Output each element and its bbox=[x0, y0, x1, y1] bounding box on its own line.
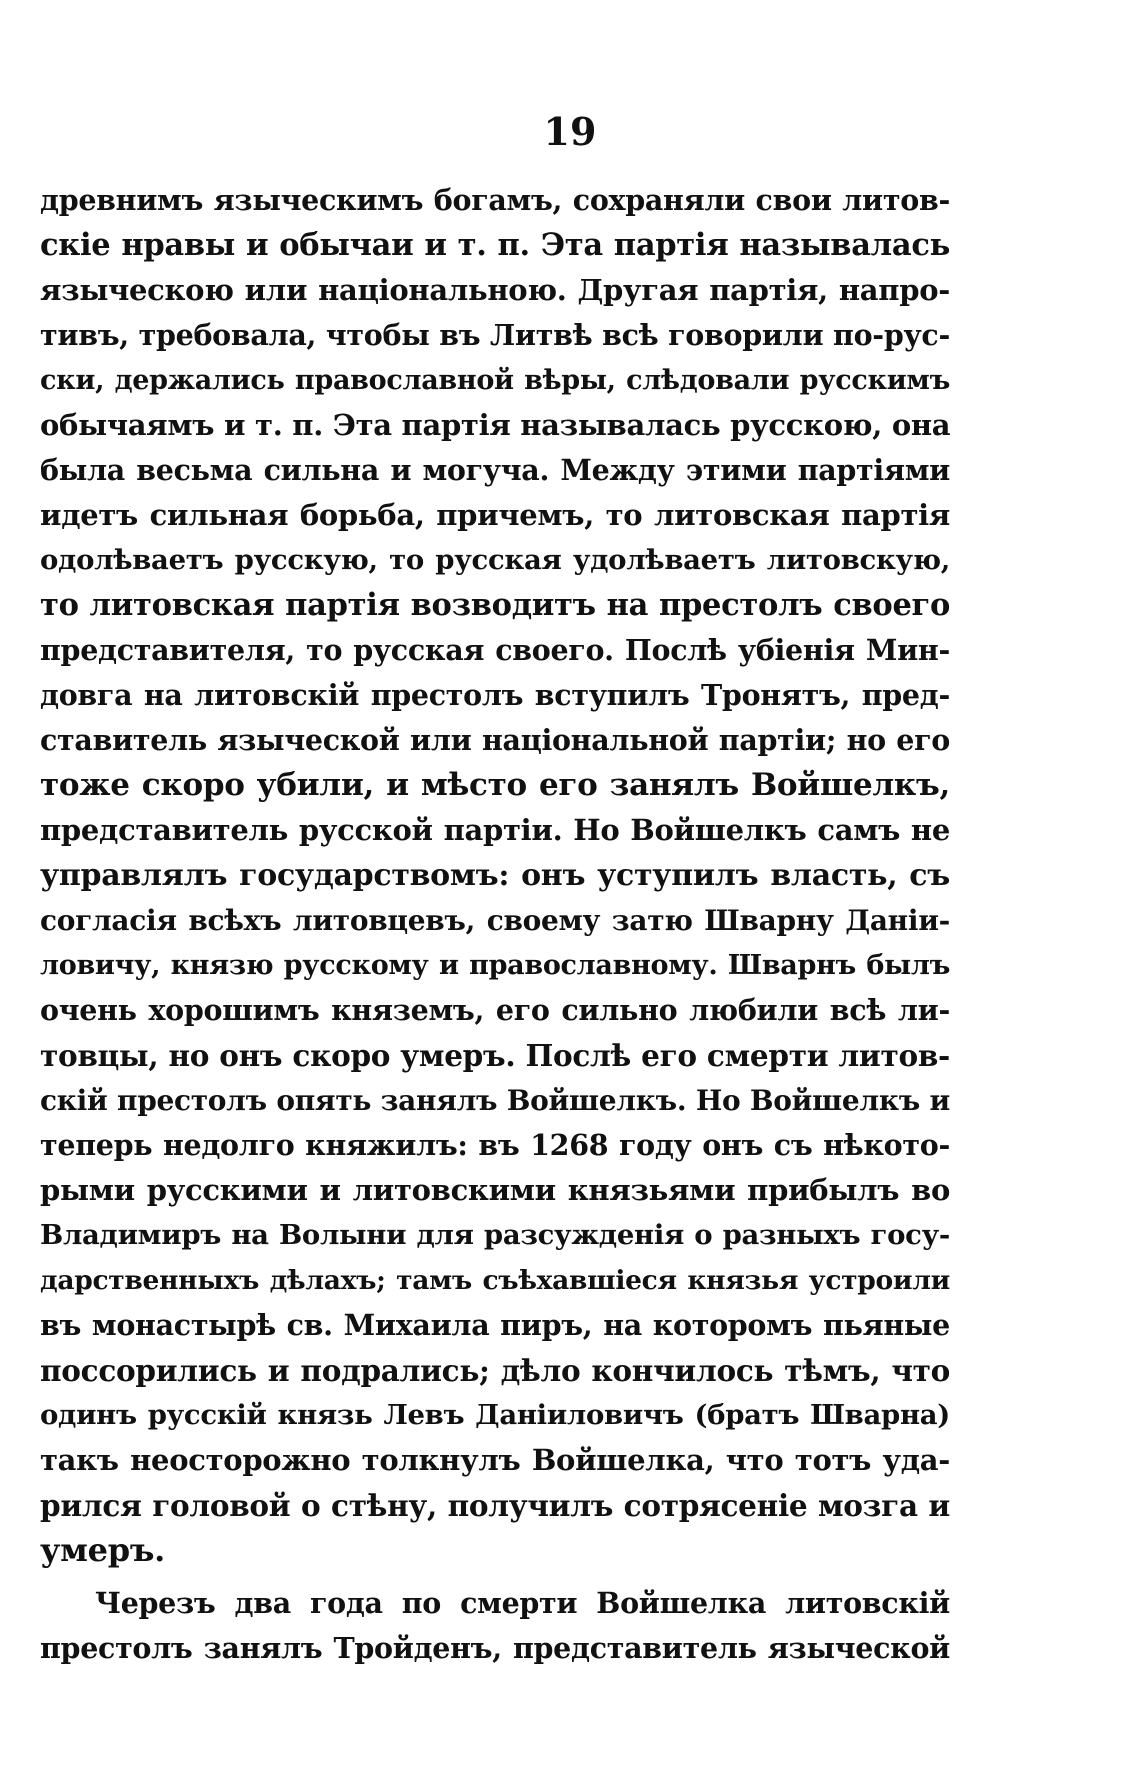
text-line: тоже скоро убили, и мѣсто его занялъ Войшелкъ, bbox=[40, 767, 950, 803]
text-line: представителя, то русская своего. Послѣ убіенія Мин- bbox=[40, 633, 950, 667]
text-line: языческою или національною. Другая партія, напро- bbox=[40, 273, 950, 307]
text-line: ставитель языческой или національной партіи; но его bbox=[40, 723, 950, 757]
text-line: тивъ, требовала, чтобы въ Литвѣ всѣ говорили по-рус- bbox=[40, 318, 950, 352]
text-line: престолъ занялъ Тройденъ, представитель языческой bbox=[40, 1631, 950, 1665]
text-line: дарственныхъ дѣлахъ; тамъ съѣхавшіеся князья устроили bbox=[40, 1265, 950, 1296]
text-line: Черезъ два года по смерти Войшелка литовскій bbox=[95, 1586, 950, 1620]
text-line: скій престолъ опять занялъ Войшелкъ. Но Войшелкъ и bbox=[40, 1084, 950, 1117]
text-line: такъ неосторожно толкнулъ Войшелка, что тотъ уда- bbox=[40, 1443, 950, 1477]
paragraph-gap bbox=[40, 1573, 950, 1581]
text-line: умеръ. bbox=[40, 1531, 165, 1569]
text-line: то литовская партія возводитъ на престолъ своего bbox=[40, 587, 950, 623]
text-line: ски, держались православной вѣры, слѣдовали русскимъ bbox=[40, 365, 950, 396]
paragraph bbox=[40, 178, 950, 1573]
text-line: древнимъ языческимъ богамъ, сохраняли свои литов- bbox=[40, 183, 950, 217]
body-text bbox=[40, 178, 950, 1671]
text-line: теперь недолго княжилъ: въ 1268 году онъ съ нѣкото- bbox=[40, 1128, 950, 1162]
text-line: одинъ русскій князь Левъ Даніиловичъ (братъ Шварна) bbox=[40, 1399, 950, 1431]
page-number: 19 bbox=[543, 109, 597, 154]
text-line: одолѣваетъ русскую, то русская удолѣваетъ литовскую, bbox=[40, 544, 950, 576]
text-line: товцы, но онъ скоро умеръ. Послѣ его смерти литов- bbox=[40, 1038, 950, 1073]
text-line: согласія всѣхъ литовцевъ, своему затю Шварну Даніи- bbox=[40, 904, 950, 937]
text-line: рился головой о стѣну, получилъ сотрясеніе мозга и bbox=[40, 1488, 950, 1523]
text-line: представитель русской партіи. Но Войшелкъ самъ не bbox=[40, 813, 950, 847]
text-line: была весьма сильна и могуча. Между этими партіями bbox=[40, 453, 950, 487]
text-line: поссорились и подрались; дѣло кончилось тѣмъ, что bbox=[40, 1353, 950, 1388]
text-line: скіе нравы и обычаи и т. п. Эта партія называлась bbox=[40, 227, 950, 263]
text-line: управлялъ государствомъ: онъ уступилъ власть, съ bbox=[40, 858, 950, 893]
paragraph bbox=[40, 1581, 950, 1671]
text-line: идетъ сильная борьба, причемъ, то литовская партія bbox=[40, 498, 950, 532]
text-line: очень хорошимъ княземъ, его сильно любили всѣ ли- bbox=[40, 993, 950, 1027]
text-line: обычаямъ и т. п. Эта партія называлась русскою, она bbox=[40, 408, 951, 442]
text-line: въ монастырѣ св. Михаила пиръ, на которомъ пьяные bbox=[40, 1308, 950, 1342]
text-line: рыми русскими и литовскими князьями прибылъ во bbox=[40, 1173, 950, 1207]
text-line: ловичу, князю русскому и православному. Шварнъ былъ bbox=[40, 950, 950, 981]
text-line: довга на литовскій престолъ вступилъ Тронятъ, пред- bbox=[40, 678, 950, 712]
text-line: Владимиръ на Волыни для разсужденія о разныхъ госу- bbox=[40, 1219, 950, 1251]
